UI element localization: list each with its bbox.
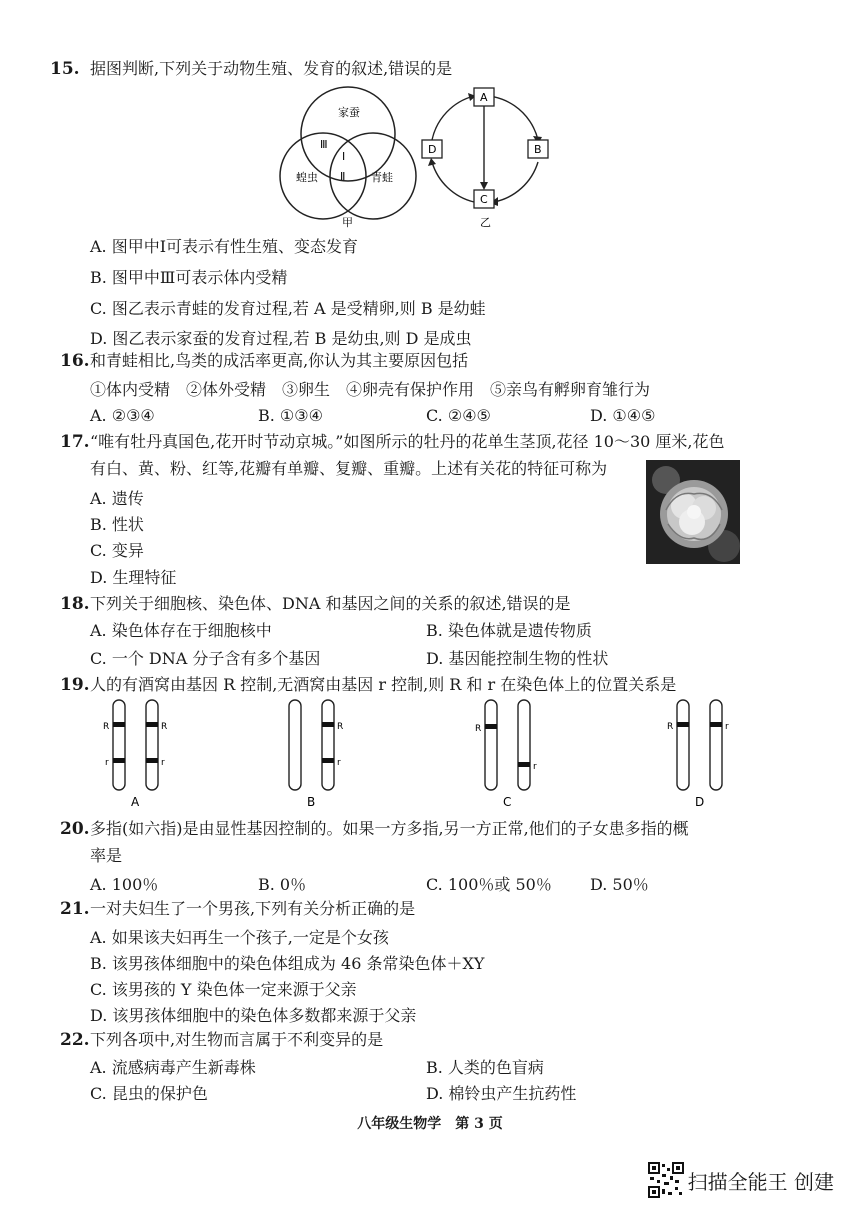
option-d: D. 图乙表示家蚕的发育过程,若 B 是幼虫,则 D 是成虫 [90,329,472,348]
gene-label: R [475,724,482,734]
gene-label: r [105,758,109,768]
question-stem: 下列关于细胞核、染色体、DNA 和基因之间的关系的叙述,错误的是 [90,594,571,613]
venn-region-2: Ⅱ [340,170,346,183]
gene-label: r [725,722,729,732]
option-a: A. 染色体存在于细胞核中 [90,621,272,640]
cycle-diagram [418,84,558,230]
option-d: D. 该男孩体细胞中的染色体多数都来源于父亲 [90,1006,417,1025]
cycle-node-d: D [428,143,437,156]
option-caption: A [131,795,140,809]
option-d: D. 生理特征 [90,568,177,587]
question-stem: “唯有牡丹真国色,花开时节动京城。”如图所示的牡丹的花单生茎顶,花径 10～30 厘米,花色 [90,432,725,451]
qr-code-icon [648,1162,684,1198]
option-d: D. 棉铃虫产生抗药性 [426,1084,577,1103]
cycle-node-b: B [534,143,542,156]
gene-label: r [533,762,537,772]
option-b: B. 性状 [90,515,144,534]
option-a: A. 图甲中Ⅰ可表示有性生殖、变态发育 [90,237,359,256]
venn-caption: 甲 [342,216,353,229]
question-number: 17. [60,432,90,452]
venn-label-top: 家蚕 [338,106,360,119]
question-number: 18. [60,594,90,614]
venn-label-right: 青蛙 [371,171,393,184]
option-a: A. ②③④ [90,406,155,425]
gene-label: r [337,758,341,768]
venn-label-left: 蝗虫 [296,171,318,184]
question-number: 20. [60,819,90,839]
cycle-caption: 乙 [480,216,491,229]
option-c: C. 图乙表示青蛙的发育过程,若 A 是受精卵,则 B 是幼蛙 [90,299,486,318]
peony-photo [646,460,740,564]
option-caption: C [503,795,512,809]
option-c: C. 一个 DNA 分子含有多个基因 [90,649,321,668]
option-a: A. 遗传 [90,489,144,508]
venn-region-1: Ⅰ [342,150,346,163]
question-number: 19. [60,675,90,695]
question-stem: 多指(如六指)是由显性基因控制的。如果一方多指,另一方正常,他们的子女患多指的概 [90,819,689,838]
option-c: C. 该男孩的 Y 染色体一定来源于父亲 [90,980,357,999]
option-a: A. 如果该夫妇再生一个孩子,一定是个女孩 [90,928,389,947]
gene-label: R [103,722,110,732]
option-c: C. ②④⑤ [426,406,491,425]
cycle-node-c: C [480,193,488,206]
option-caption: D [695,795,705,809]
option-b: B. 图甲中Ⅲ可表示体内受精 [90,268,288,287]
option-b: B. ①③④ [258,406,323,425]
question-number: 15. [50,59,80,79]
option-b: B. 人类的色盲病 [426,1058,544,1077]
gene-label: R [161,722,168,732]
gene-label: R [667,722,674,732]
question-number: 21. [60,899,90,919]
question-number: 16. [60,351,90,371]
question-stem: 一对夫妇生了一个男孩,下列有关分析正确的是 [90,899,416,918]
question-stem-cont: 率是 [90,846,123,865]
cycle-node-a: A [480,91,488,104]
page-footer: 八年级生物学 第 3 页 [357,1116,503,1132]
question-stem: 人的有酒窝由基因 R 控制,无酒窝由基因 r 控制,则 R 和 r 在染色体上的位置关系是 [90,675,677,694]
option-d: D. 基因能控制生物的性状 [426,649,609,668]
option-d: D. 50％ [590,875,649,894]
question-stem: 和青蛙相比,鸟类的成活率更高,你认为其主要原因包括 [90,351,469,370]
chromosome-option-b [276,698,356,810]
chromosome-option-d [664,698,744,810]
statement-list: ①体内受精 ②体外受精 ③卵生 ④卵壳有保护作用 ⑤亲鸟有孵卵育雏行为 [90,380,651,399]
question-stem: 下列各项中,对生物而言属于不利变异的是 [90,1030,384,1049]
option-caption: B [307,795,316,809]
option-a: A. 100％ [90,875,159,894]
venn-diagram [278,84,418,230]
option-b: B. 0％ [258,875,307,894]
option-b: B. 该男孩体细胞中的染色体组成为 46 条常染色体＋XY [90,954,485,973]
question-stem: 据图判断,下列关于动物生殖、发育的叙述,错误的是 [90,59,453,78]
option-c: C. 100％或 50％ [426,875,552,894]
question-number: 22. [60,1030,90,1050]
gene-label: r [161,758,165,768]
option-b: B. 染色体就是遗传物质 [426,621,592,640]
question-stem-cont: 有白、黄、粉、红等,花瓣有单瓣、复瓣、重瓣。上述有关花的特征可称为 [90,459,608,478]
option-a: A. 流感病毒产生新毒株 [90,1058,256,1077]
gene-label: R [337,722,344,732]
chromosome-option-c [472,698,552,810]
option-d: D. ①④⑤ [590,406,656,425]
chromosome-option-a [100,698,180,810]
option-c: C. 变异 [90,541,144,560]
venn-region-3: Ⅲ [320,138,328,151]
option-c: C. 昆虫的保护色 [90,1084,208,1103]
scanner-watermark: 扫描全能王 创建 [687,1170,834,1194]
